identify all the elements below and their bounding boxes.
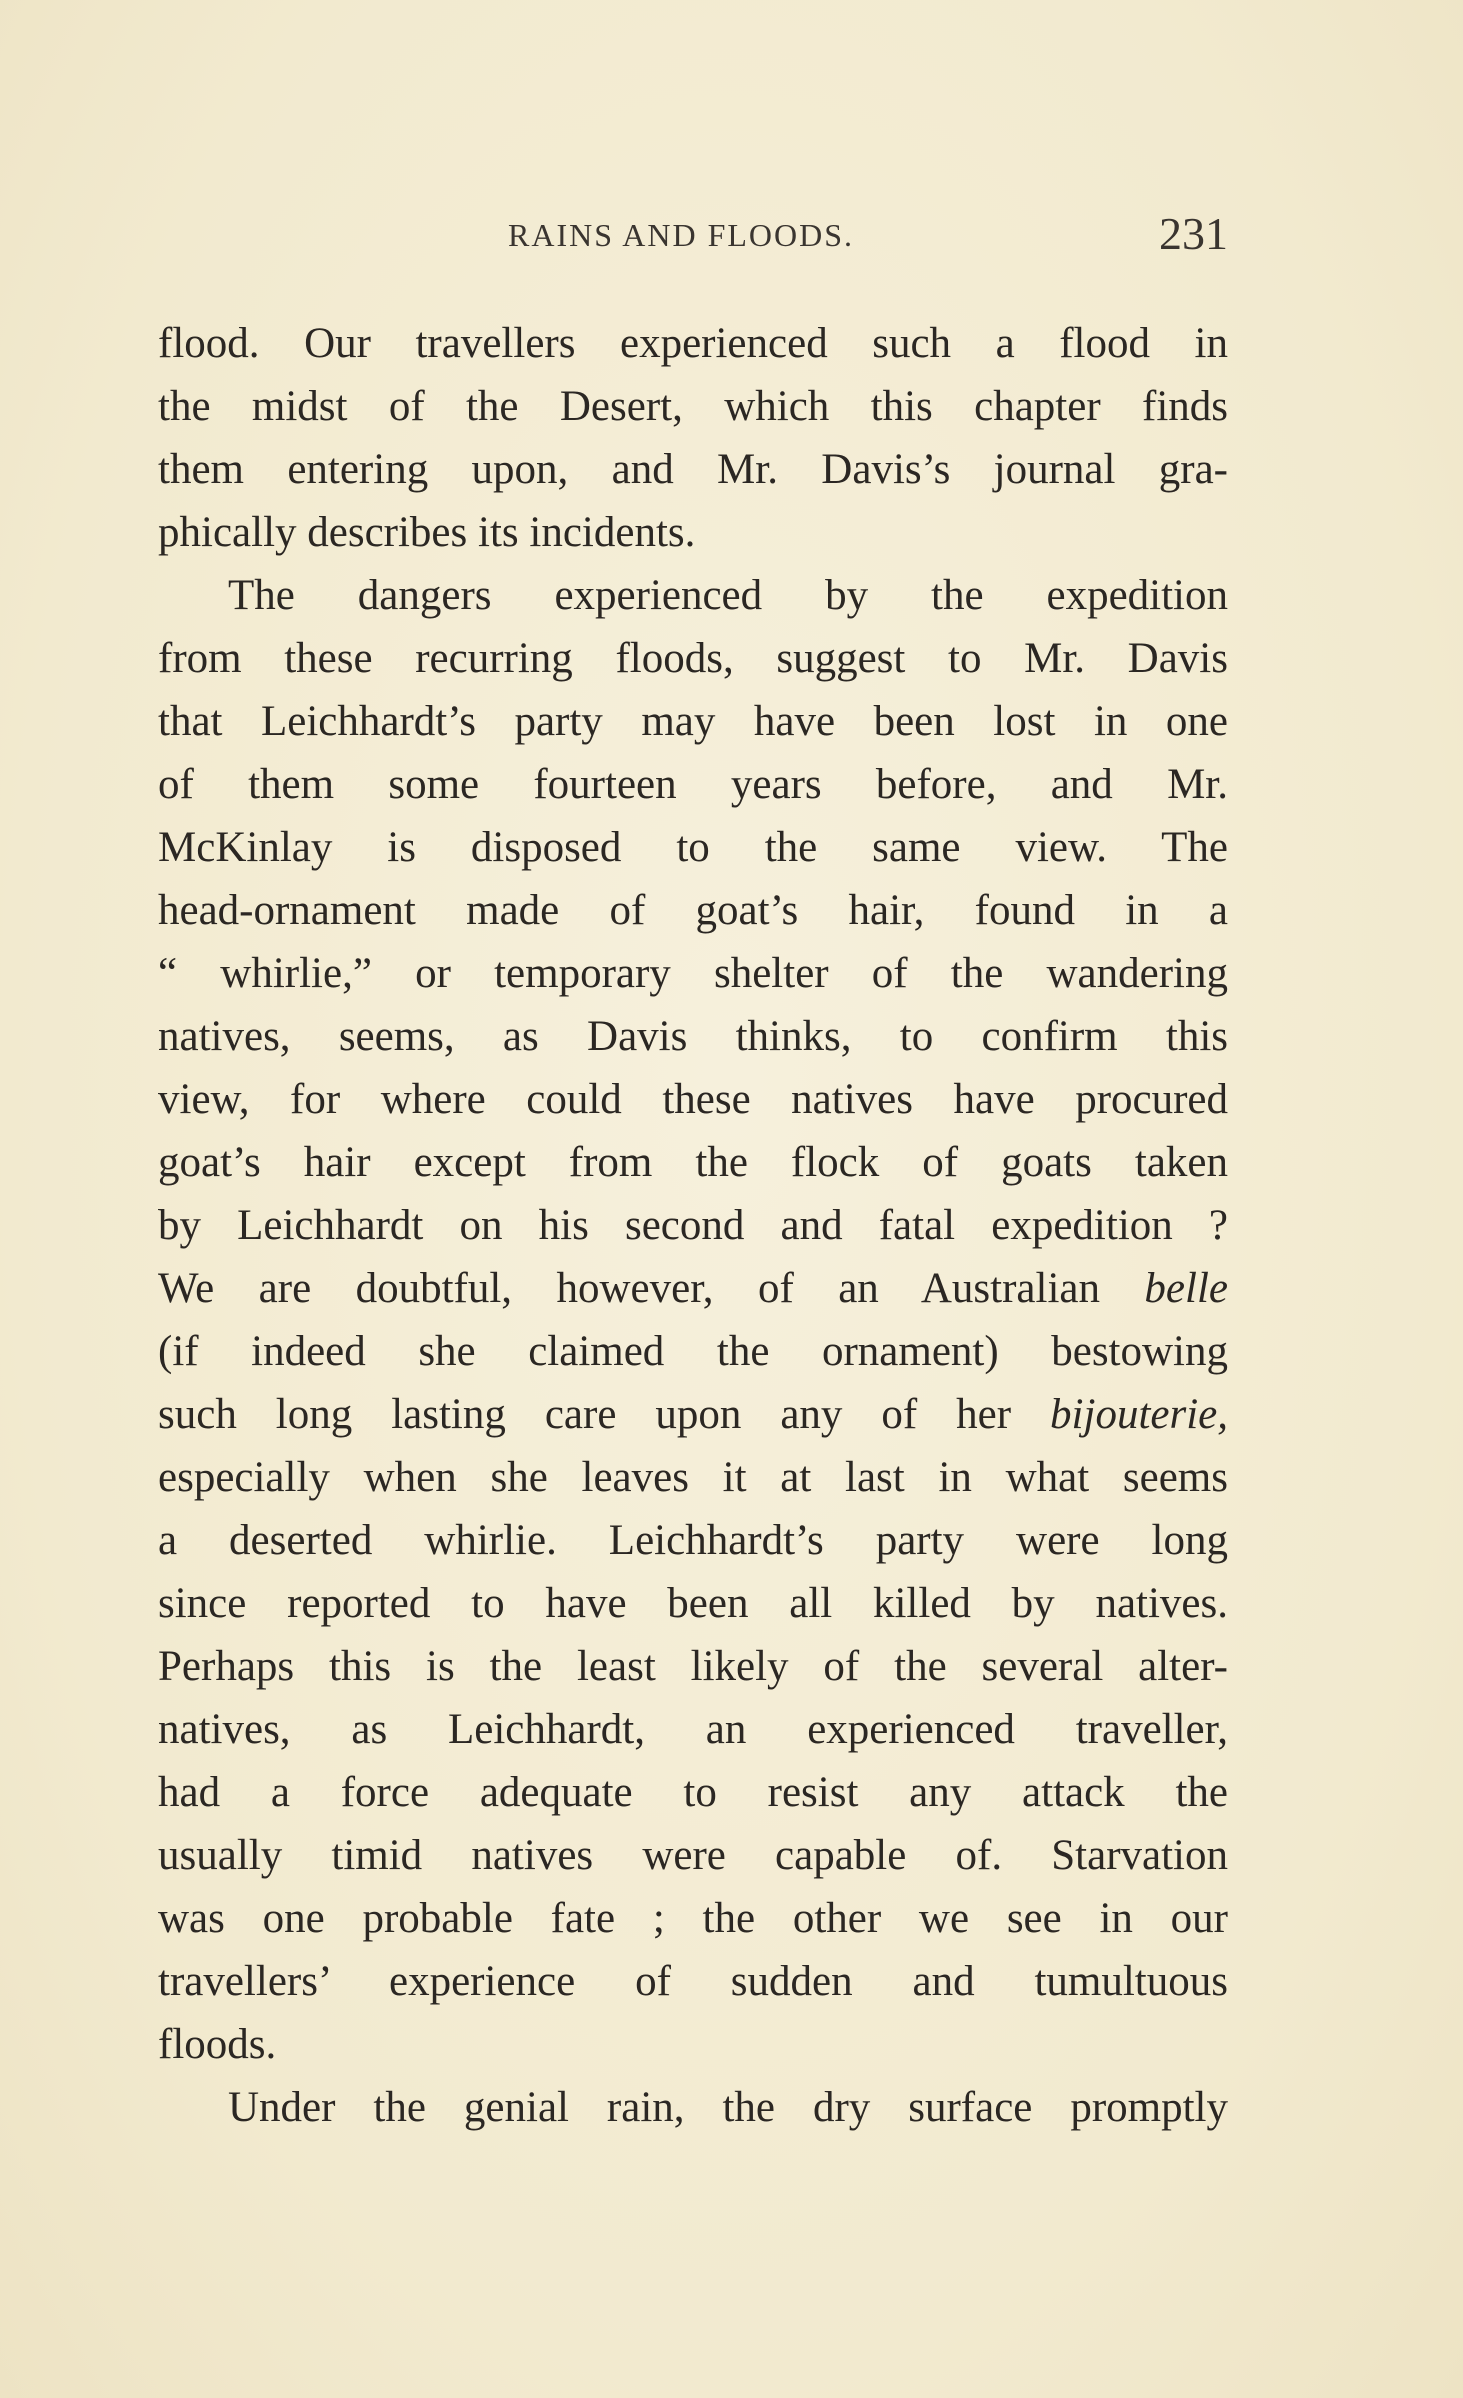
text-run: such long lasting care upon any of her: [158, 1391, 1051, 1438]
text-line: natives, seems, as Davis thinks, to confirm this: [158, 1013, 1228, 1060]
italic-word: bijouterie,: [1050, 1391, 1228, 1438]
text-line: them entering upon, and Mr. Davis’s journal gra-: [158, 446, 1228, 493]
text-run: We are doubtful, however, of an Australian: [158, 1265, 1145, 1312]
text-line: by Leichhardt on his second and fatal expedition ?: [158, 1202, 1228, 1249]
text-line: that Leichhardt’s party may have been lost in one: [158, 698, 1228, 745]
text-line: “ whirlie,” or temporary shelter of the wandering: [158, 950, 1228, 997]
text-line: was one probable fate ; the other we see in our: [158, 1895, 1228, 1942]
text-line: head-ornament made of goat’s hair, found in a: [158, 887, 1228, 934]
text-line: a deserted whirlie. Leichhardt’s party were long: [158, 1517, 1228, 1564]
text-line: flood. Our travellers experienced such a flood in: [158, 320, 1228, 367]
text-line: usually timid natives were capable of. Starvation: [158, 1832, 1228, 1879]
text-line: phically describes its incidents.: [158, 509, 696, 556]
italic-word: belle: [1144, 1265, 1228, 1312]
text-line: [158, 1257, 1228, 1320]
text-line: The dangers experienced by the expedition: [228, 572, 1228, 619]
text-line: view, for where could these natives have procured: [158, 1076, 1228, 1123]
running-head: RAINS AND FLOODS.: [508, 217, 855, 253]
text-line: [158, 1383, 1228, 1446]
text-line: of them some fourteen years before, and Mr.: [158, 761, 1228, 808]
text-line: Perhaps this is the least likely of the several alter-: [158, 1643, 1228, 1690]
text-line: (if indeed she claimed the ornament) bestowing: [158, 1328, 1228, 1375]
text-line: the midst of the Desert, which this chapter finds: [158, 383, 1228, 430]
text-line: Under the genial rain, the dry surface promptly: [228, 2084, 1228, 2131]
text-line: McKinlay is disposed to the same view. The: [158, 824, 1228, 871]
page-number: 231: [1159, 208, 1228, 259]
body-text: [158, 312, 1228, 2139]
text-line: since reported to have been all killed by natives.: [158, 1580, 1228, 1627]
text-line: from these recurring floods, suggest to Mr. Davis: [158, 635, 1228, 682]
text-line: floods.: [158, 2021, 277, 2068]
text-line: natives, as Leichhardt, an experienced traveller,: [158, 1706, 1228, 1753]
text-line: travellers’ experience of sudden and tumultuous: [158, 1958, 1228, 2005]
text-line: goat’s hair except from the flock of goats taken: [158, 1139, 1228, 1186]
text-line: had a force adequate to resist any attack the: [158, 1769, 1228, 1816]
text-line: especially when she leaves it at last in what seems: [158, 1454, 1228, 1501]
page-header: [158, 205, 1228, 265]
